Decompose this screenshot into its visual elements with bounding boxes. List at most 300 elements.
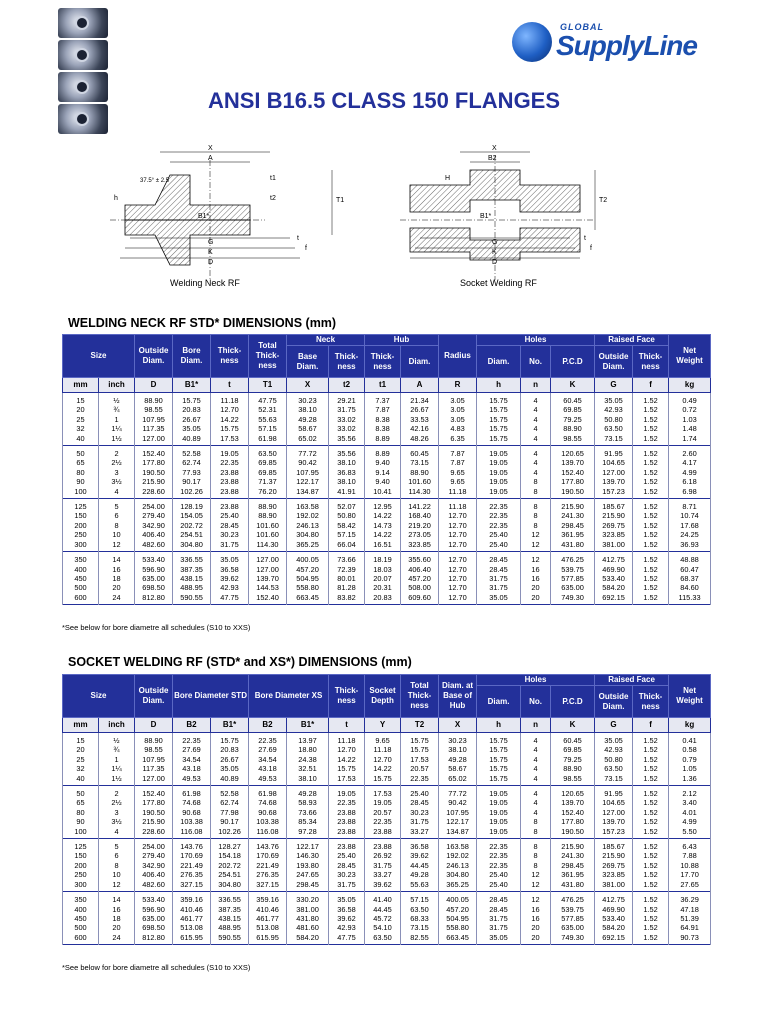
table-cell: 49.28: [439, 755, 477, 764]
table-cell: 150: [63, 511, 99, 520]
group-holes: Holes: [477, 335, 595, 346]
table-cell: 1.52: [633, 458, 669, 467]
socket-welding-drawing: [400, 145, 607, 280]
table-cell: 4.99: [669, 817, 711, 826]
table-cell: 1.52: [633, 745, 669, 754]
label-t1: t1: [270, 175, 276, 182]
table-cell: 22.35: [477, 839, 521, 852]
table-cell: 74.68: [173, 798, 211, 807]
col-total-thickness: Total Thick- ness: [249, 335, 287, 378]
table-cell: 74.68: [249, 798, 287, 807]
table-cell: 60.45: [401, 446, 439, 459]
table-cell: 31.75: [365, 861, 401, 870]
table-cell: 19.05: [477, 817, 521, 826]
table-cell: 42.93: [595, 405, 633, 414]
table-cell: 4: [521, 458, 551, 467]
table-cell: 15.75: [211, 733, 249, 746]
table-cell: 35.05: [329, 892, 365, 905]
table-cell: 17.53: [211, 434, 249, 446]
table-cell: 539.75: [551, 565, 595, 574]
table-cell: 28.45: [477, 565, 521, 574]
table-cell: 20.07: [365, 574, 401, 583]
table-cell: 91.95: [595, 446, 633, 459]
table-cell: 215.90: [551, 839, 595, 852]
table-cell: 14.22: [329, 755, 365, 764]
table-cell: 80: [63, 808, 99, 817]
table-cell: 12.70: [439, 530, 477, 539]
table-row: [63, 905, 711, 914]
table-cell: 85.34: [287, 817, 329, 826]
page-title: ANSI B16.5 CLASS 150 FLANGES: [207, 88, 561, 113]
key-cell: D: [135, 378, 173, 393]
table-cell: 1.52: [633, 583, 669, 592]
table-cell: 97.28: [287, 827, 329, 839]
table-row: [63, 827, 711, 839]
col-bore-std: Bore Diameter STD: [173, 675, 249, 718]
key-cell: kg: [669, 378, 711, 393]
col-base-diam: Base Diam.: [287, 346, 329, 378]
table-cell: 14: [99, 892, 135, 905]
table-cell: 1.52: [633, 923, 669, 932]
table-cell: 152.40: [135, 786, 173, 799]
table-cell: 31.75: [477, 583, 521, 592]
table-cell: 69.85: [551, 745, 595, 754]
table-cell: 73.15: [595, 434, 633, 446]
table-cell: 36.58: [329, 905, 365, 914]
table-cell: 35.05: [211, 552, 249, 565]
table-cell: 66.04: [329, 540, 365, 552]
key-cell: h: [477, 718, 521, 733]
table-cell: 400: [63, 905, 99, 914]
table-cell: ¾: [99, 745, 135, 754]
table-cell: 90.73: [669, 933, 711, 945]
table-cell: 34.54: [173, 755, 211, 764]
table-cell: 32: [63, 764, 99, 773]
table-cell: ½: [99, 733, 135, 746]
table-cell: 88.90: [249, 511, 287, 520]
table-row: [63, 565, 711, 574]
table-cell: 215.90: [595, 511, 633, 520]
table-cell: 4: [521, 755, 551, 764]
table-cell: 23.88: [211, 468, 249, 477]
table-cell: 2: [99, 446, 135, 459]
table-cell: 327.15: [173, 880, 211, 892]
table-cell: 584.20: [595, 923, 633, 932]
table-cell: 77.98: [211, 808, 249, 817]
table-cell: 65.02: [287, 434, 329, 446]
table-cell: 221.49: [173, 861, 211, 870]
col-size: Size: [63, 675, 135, 718]
table-cell: 193.80: [287, 861, 329, 870]
table-cell: 276.35: [173, 870, 211, 879]
table-cell: 1¼: [99, 764, 135, 773]
welding-neck-caption: Welding Neck RF: [170, 278, 240, 288]
table-cell: 22.35: [401, 774, 439, 786]
table-cell: 254.00: [135, 839, 173, 852]
table-cell: 30.23: [401, 808, 439, 817]
table-cell: 114.30: [249, 540, 287, 552]
table-cell: 50.80: [595, 415, 633, 424]
table-cell: 577.85: [551, 914, 595, 923]
table-cell: 82.55: [401, 933, 439, 945]
table-cell: 361.95: [551, 870, 595, 879]
table-cell: 254.51: [211, 870, 249, 879]
table-cell: 100: [63, 827, 99, 839]
table-cell: 2½: [99, 798, 135, 807]
table-cell: 25.40: [401, 786, 439, 799]
table-cell: 58.67: [287, 424, 329, 433]
table-cell: 1.52: [633, 880, 669, 892]
table-cell: 323.85: [595, 870, 633, 879]
table-cell: 98.55: [551, 774, 595, 786]
table-cell: 57.15: [249, 424, 287, 433]
key-cell: B2: [249, 718, 287, 733]
table-cell: 1.03: [669, 415, 711, 424]
table-cell: 11.18: [329, 733, 365, 746]
key-cell: h: [477, 378, 521, 393]
table-cell: 31.75: [477, 923, 521, 932]
table-cell: 450: [63, 914, 99, 923]
table-cell: 69.85: [249, 458, 287, 467]
table-cell: 40: [63, 434, 99, 446]
table-cell: 49.28: [401, 870, 439, 879]
table-cell: 8: [521, 827, 551, 839]
table-cell: 812.80: [135, 933, 173, 945]
table-cell: 15.75: [173, 393, 211, 406]
table-cell: 22.35: [329, 798, 365, 807]
table-cell: 73.66: [329, 552, 365, 565]
table-cell: 27.69: [173, 745, 211, 754]
table-cell: 8: [521, 499, 551, 512]
table-cell: 58.67: [439, 764, 477, 773]
table-cell: 635.00: [551, 583, 595, 592]
table-cell: 177.80: [551, 477, 595, 486]
table-cell: 15.75: [477, 745, 521, 754]
table-cell: 1.52: [633, 530, 669, 539]
table-cell: 28.45: [401, 798, 439, 807]
key-cell: f: [633, 378, 669, 393]
table-cell: 28.45: [329, 861, 365, 870]
table-cell: 22.35: [477, 521, 521, 530]
key-cell: Y: [365, 718, 401, 733]
table-cell: 16.51: [365, 540, 401, 552]
table-cell: 1.52: [633, 468, 669, 477]
table-cell: 4: [521, 745, 551, 754]
table-cell: 355.60: [401, 552, 439, 565]
table-cell: 77.93: [173, 468, 211, 477]
table-cell: 50: [63, 786, 99, 799]
table-row: [63, 892, 711, 905]
label-t: t: [297, 235, 299, 242]
table-cell: 1.52: [633, 540, 669, 552]
table-cell: 63.50: [595, 764, 633, 773]
table-cell: 749.30: [551, 593, 595, 605]
table-cell: 461.77: [249, 914, 287, 923]
table-cell: 590.55: [211, 933, 249, 945]
table-cell: 117.35: [135, 764, 173, 773]
table-cell: 387.35: [211, 905, 249, 914]
table-cell: 28.45: [477, 892, 521, 905]
table-cell: 2.60: [669, 446, 711, 459]
table-cell: 19.05: [477, 798, 521, 807]
table-cell: 125: [63, 499, 99, 512]
table-cell: 47.75: [249, 393, 287, 406]
table-row: [63, 434, 711, 446]
table-cell: 12: [521, 552, 551, 565]
table-cell: 584.20: [595, 583, 633, 592]
table-cell: 15.75: [477, 424, 521, 433]
table-cell: 5: [99, 499, 135, 512]
col-rf-outside: Outside Diam.: [595, 346, 633, 378]
table-cell: 14.73: [365, 521, 401, 530]
table-cell: 0.79: [669, 755, 711, 764]
table-cell: 276.35: [249, 870, 287, 879]
table-cell: 12: [521, 870, 551, 879]
table-cell: 15.75: [477, 393, 521, 406]
table-cell: 104.65: [595, 458, 633, 467]
table-row: [63, 540, 711, 552]
table-cell: 19.05: [477, 477, 521, 486]
table-row: [63, 774, 711, 786]
col-hub-thickness: Thick- ness: [365, 346, 401, 378]
table-row: [63, 405, 711, 414]
group-raised-face: Raised Face: [595, 335, 669, 346]
label-a: A: [208, 155, 213, 162]
table-cell: 20: [521, 923, 551, 932]
table-cell: 412.75: [595, 552, 633, 565]
table-cell: 215.90: [135, 817, 173, 826]
table-cell: 20: [521, 583, 551, 592]
table-cell: 127.00: [249, 565, 287, 574]
table-cell: 100: [63, 487, 99, 499]
table-cell: 431.80: [287, 914, 329, 923]
table-cell: 185.67: [595, 499, 633, 512]
table-cell: 60.47: [669, 565, 711, 574]
table-cell: 90.68: [173, 808, 211, 817]
table-cell: 157.23: [595, 487, 633, 499]
table-cell: 8: [99, 521, 135, 530]
label-x2: X: [492, 145, 497, 152]
table-cell: 410.46: [173, 905, 211, 914]
col-rf-outside: Outside Diam.: [595, 686, 633, 718]
table-cell: 101.60: [249, 530, 287, 539]
table-cell: 63.50: [595, 424, 633, 433]
table-cell: 304.80: [211, 880, 249, 892]
table-cell: 12.70: [329, 745, 365, 754]
table-cell: 9.65: [439, 468, 477, 477]
key-cell: B2: [173, 718, 211, 733]
table-cell: 45.72: [365, 914, 401, 923]
table-cell: 50.80: [329, 511, 365, 520]
table-cell: 663.45: [439, 933, 477, 945]
col-net-weight: Net Weight: [669, 675, 711, 718]
col-neck-thickness: Thick- ness: [329, 346, 365, 378]
table-cell: 15.75: [365, 774, 401, 786]
table-cell: 15.75: [477, 434, 521, 446]
table-cell: 481.60: [287, 923, 329, 932]
key-cell: G: [595, 378, 633, 393]
key-cell: B1*: [287, 718, 329, 733]
table-cell: 103.38: [173, 817, 211, 826]
table-cell: 336.55: [211, 892, 249, 905]
table-cell: 127.00: [135, 434, 173, 446]
table-cell: 83.82: [329, 593, 365, 605]
table-cell: 400.05: [439, 892, 477, 905]
table-cell: 38.10: [287, 774, 329, 786]
label-k2: K: [492, 249, 497, 256]
table-cell: 3: [99, 468, 135, 477]
col-hole-diam: Diam.: [477, 686, 521, 718]
table-cell: 139.70: [551, 458, 595, 467]
table-cell: 64.91: [669, 923, 711, 932]
table-cell: 1.52: [633, 424, 669, 433]
table-cell: 76.20: [249, 487, 287, 499]
col-diam-base-hub: Diam. at Base of Hub: [439, 675, 477, 718]
table-cell: 14.22: [365, 764, 401, 773]
table-cell: 125: [63, 839, 99, 852]
table-cell: 3½: [99, 817, 135, 826]
table-cell: 8.89: [365, 446, 401, 459]
table-cell: 1¼: [99, 424, 135, 433]
table-cell: 65: [63, 798, 99, 807]
table-cell: 34.54: [249, 755, 287, 764]
wn-unit: (mm): [305, 316, 337, 330]
key-cell: inch: [99, 378, 135, 393]
col-thickness: Thick- ness: [211, 335, 249, 378]
table-cell: 26.67: [173, 415, 211, 424]
table-cell: 21.34: [401, 393, 439, 406]
table-cell: 457.20: [439, 905, 477, 914]
table-cell: 387.35: [173, 565, 211, 574]
table-cell: 31.75: [401, 817, 439, 826]
table-cell: 19.05: [477, 786, 521, 799]
table-cell: 68.37: [669, 574, 711, 583]
table-cell: ¾: [99, 405, 135, 414]
table-cell: 533.40: [135, 552, 173, 565]
table-cell: 33.02: [329, 415, 365, 424]
logo-global-text: GLOBAL: [560, 22, 604, 32]
table-cell: 4: [521, 764, 551, 773]
table-cell: 8: [521, 521, 551, 530]
table-cell: 26.67: [211, 755, 249, 764]
table-cell: 146.30: [287, 851, 329, 860]
table-cell: 8: [521, 851, 551, 860]
col-rf-thickness: Thick- ness: [633, 686, 669, 718]
table-cell: 139.70: [551, 798, 595, 807]
table-row: [63, 393, 711, 406]
table-row: [63, 593, 711, 605]
table-cell: 692.15: [595, 933, 633, 945]
table-row: [63, 798, 711, 807]
table-cell: 38.10: [439, 745, 477, 754]
table-cell: 1.52: [633, 861, 669, 870]
table-cell: 202.72: [173, 521, 211, 530]
table-cell: 342.90: [135, 521, 173, 530]
table-cell: 254.51: [173, 530, 211, 539]
table-cell: 35.05: [595, 733, 633, 746]
table-cell: 1.52: [633, 415, 669, 424]
table-cell: 24.25: [669, 530, 711, 539]
table-cell: 41.40: [365, 892, 401, 905]
table-cell: 3½: [99, 477, 135, 486]
table-cell: 61.98: [249, 434, 287, 446]
table-cell: 116.08: [249, 827, 287, 839]
table-cell: 16: [521, 905, 551, 914]
key-cell: inch: [99, 718, 135, 733]
table-cell: 698.50: [135, 923, 173, 932]
table-cell: 8.89: [365, 434, 401, 446]
table-cell: 16: [99, 565, 135, 574]
table-cell: 16: [99, 905, 135, 914]
table-cell: 63.50: [401, 905, 439, 914]
table-cell: 10.41: [365, 487, 401, 499]
table-cell: 68.33: [401, 914, 439, 923]
key-cell: kg: [669, 718, 711, 733]
table-cell: 114.30: [401, 487, 439, 499]
table-row: [63, 851, 711, 860]
table-cell: 15: [63, 393, 99, 406]
table-row: [63, 477, 711, 486]
table-cell: 25: [63, 755, 99, 764]
table-cell: 16: [521, 914, 551, 923]
table-row: [63, 923, 711, 932]
table-cell: 584.20: [287, 933, 329, 945]
table-cell: 577.85: [551, 574, 595, 583]
col-outside-diam: Outside Diam.: [135, 335, 173, 378]
table-cell: 400: [63, 565, 99, 574]
table-cell: 482.60: [135, 880, 173, 892]
table-cell: 19.05: [329, 786, 365, 799]
table-cell: 44.45: [365, 905, 401, 914]
table-cell: 107.95: [135, 415, 173, 424]
table-cell: 88.90: [551, 424, 595, 433]
table-cell: 635.00: [551, 923, 595, 932]
table-cell: 250: [63, 870, 99, 879]
table-cell: 202.72: [211, 861, 249, 870]
col-hole-no: No.: [521, 346, 551, 378]
table-cell: 101.60: [401, 477, 439, 486]
table-cell: 11.18: [211, 393, 249, 406]
table-cell: 27.65: [669, 880, 711, 892]
table-cell: 57.15: [401, 892, 439, 905]
table-cell: 128.19: [173, 499, 211, 512]
table-cell: 11.18: [439, 487, 477, 499]
table-cell: 476.25: [551, 552, 595, 565]
table-cell: 15.75: [477, 733, 521, 746]
table-cell: 247.65: [287, 870, 329, 879]
table-cell: 32.51: [287, 764, 329, 773]
table-cell: 28.45: [477, 905, 521, 914]
table-row: [63, 458, 711, 467]
table-cell: 42.93: [595, 745, 633, 754]
table-cell: 190.50: [135, 468, 173, 477]
table-cell: 1.52: [633, 827, 669, 839]
table-cell: 1.52: [633, 446, 669, 459]
table-cell: 107.95: [287, 468, 329, 477]
table-cell: 381.00: [287, 905, 329, 914]
table-cell: 26.92: [365, 851, 401, 860]
table-cell: 79.25: [551, 755, 595, 764]
table-cell: 698.50: [135, 583, 173, 592]
table-cell: 36.58: [211, 565, 249, 574]
key-cell: T2: [401, 718, 439, 733]
key-cell: G: [595, 718, 633, 733]
table-cell: 26.67: [401, 405, 439, 414]
col-hole-no: No.: [521, 686, 551, 718]
table-cell: 15.75: [477, 774, 521, 786]
label-b1: B1*: [198, 213, 210, 220]
table-cell: 163.58: [287, 499, 329, 512]
